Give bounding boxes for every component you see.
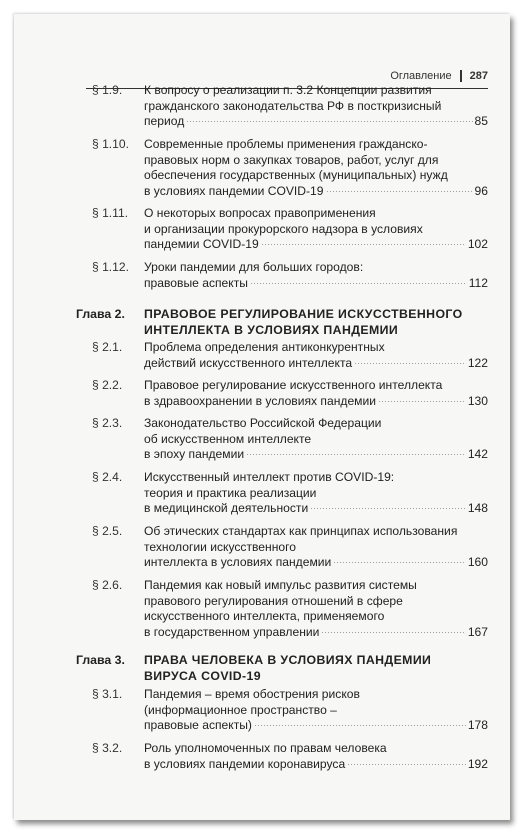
page-number: 85 [474,114,488,129]
line-text: Проблема определения антиконкурентных [144,340,385,354]
section-title-line [144,137,488,153]
line-text: Искусственный интеллект против COVID-19: [144,470,395,484]
section-title-line [144,718,488,734]
section-title-line [144,340,488,356]
section-title-line [144,555,488,571]
section-number: § 1.9. [92,83,123,97]
section-title-line [144,625,488,641]
section-number: § 3.2. [92,741,123,755]
section-number: § 3.1. [92,687,123,701]
section-title-line [144,578,488,594]
line-text: Пандемия как новый импульс развития системы [144,578,417,592]
line-text: (информационное пространство – [144,702,337,717]
line-text: искусственного интеллекта, применяемого [144,609,385,624]
book-page [14,14,510,820]
line-text: в здравоохранении в условиях пандемии [144,393,376,408]
dot-leader [246,454,466,455]
section-title-line [144,206,488,222]
line-text: в условиях пандемии COVID-19 [144,183,324,198]
page-number: 178 [467,718,488,733]
chapter-title-line: ВИРУСА COVID-19 [144,669,261,683]
line-text: технологии искусственного [144,539,296,554]
page-number: 102 [467,237,488,252]
page-number: 160 [467,555,488,570]
section-title-line [144,609,488,625]
section-title [144,524,488,571]
section-title-line [144,447,488,463]
section-title [144,340,488,371]
line-text: правовые аспекты [144,275,248,290]
section-title-line [144,470,488,486]
section-title [144,416,488,463]
dot-leader [261,244,466,245]
section-title-line [144,394,488,410]
section-title-line [144,276,488,292]
section-number: § 2.6. [92,578,123,592]
section-title-line [144,501,488,517]
section-title-line [144,237,488,253]
line-text: в условиях пандемии коронавируса [144,756,346,771]
line-text: период [144,114,185,129]
section-title-line [144,741,488,757]
section-title-line [144,168,488,184]
section-number: § 2.2. [92,378,123,392]
section-title-line [144,486,488,502]
section-number: § 1.10. [92,137,129,151]
dot-leader [186,121,472,122]
chapter-number: Глава 3. [76,653,125,667]
section-title [144,378,488,409]
section-title [144,741,488,772]
section-title-line [144,153,488,169]
line-text: об искусственном интеллекте [144,431,312,446]
section-title-line [144,524,488,540]
dot-leader [354,363,466,364]
line-text: Законодательство Российской Федерации [144,416,382,430]
line-text: Правовое регулирование искусственного интеллекта [144,378,443,392]
page-number: 96 [474,183,488,198]
page-number: 192 [467,756,488,771]
section-title-line [144,356,488,372]
chapter-title-line: ИНТЕЛЛЕКТА В УСЛОВИЯХ ПАНДЕМИИ [144,323,399,337]
page-number: 122 [467,355,488,370]
dot-leader [310,508,466,509]
section-title-line [144,184,488,200]
section-number: § 2.4. [92,470,123,484]
section-title-line [144,378,488,394]
line-text: Об этических стандартах как принципах использования [144,524,458,538]
line-text: гражданского законодательства РФ в посткризисный [144,98,442,113]
line-text: правового регулирования отношений в сфере [144,593,403,608]
header-divider [460,70,462,82]
section-title-line [144,222,488,238]
section-title-line [144,757,488,773]
section-title [144,470,488,517]
line-text: и организации прокурорского надзора в условиях [144,221,423,236]
section-number: § 1.12. [92,260,129,274]
line-text: в эпоху пандемии [144,447,245,462]
line-text: обеспечения государственных (муниципальных) нужд [144,168,448,183]
line-text: правовые аспекты) [144,718,252,733]
section-title-line [144,432,488,448]
section-title [144,206,488,253]
page-number: 112 [468,275,488,290]
dot-leader [333,562,466,563]
page-number: 130 [467,393,488,408]
section-title-line [144,416,488,432]
line-text: Уроки пандемии для больших городов: [144,260,364,274]
line-text: теория и практика реализации [144,485,317,500]
header-title: Оглавление [390,70,452,82]
chapter-title-line: ПРАВА ЧЕЛОВЕКА В УСЛОВИЯХ ПАНДЕМИИ [144,653,432,667]
dot-leader [378,401,466,402]
section-number: § 2.3. [92,416,123,430]
section-title-line [144,83,488,99]
section-title-line [144,540,488,556]
section-title [144,687,488,734]
line-text: Пандемия – время обострения рисков [144,687,360,701]
page-number: 148 [467,501,488,516]
line-text: О некоторых вопросах правоприменения [144,206,376,220]
line-text: Современные проблемы применения гражданско- [144,137,428,151]
dot-leader [250,283,467,284]
line-text: интеллекта в условиях пандемии [144,555,332,570]
line-text: пандемии COVID-19 [144,237,259,252]
chapter-title-line: ПРАВОВОЕ РЕГУЛИРОВАНИЕ ИСКУССТВЕННОГО [144,307,463,321]
line-text: правовых норм о закупках товаров, работ, услуг для [144,152,439,167]
line-text: К вопросу о реализации п. 3.2 Концепции развития [144,83,432,97]
section-title [144,260,488,291]
dot-leader [254,725,466,726]
chapter-title [144,306,488,338]
line-text: в государственном управлении [144,624,320,639]
section-number: § 2.5. [92,524,123,538]
line-text: Роль уполномоченных по правам человека [144,741,387,755]
chapter-number: Глава 2. [76,307,125,321]
section-title-line [144,687,488,703]
section-title-line [144,594,488,610]
section-title-line [144,99,488,115]
section-title-line [144,114,488,130]
dot-leader [347,764,466,765]
header-page-number: 287 [469,70,488,82]
section-number: § 2.1. [92,340,123,354]
dot-leader [321,632,465,633]
dot-leader [326,191,473,192]
section-title [144,83,488,130]
section-title [144,578,488,640]
section-title-line [144,260,488,276]
chapter-title [144,652,488,684]
section-title [144,137,488,199]
line-text: в медицинской деятельности [144,501,309,516]
page-number: 167 [467,624,488,639]
page-number: 142 [467,447,488,462]
section-title-line [144,703,488,719]
section-number: § 1.11. [92,206,129,220]
line-text: действий искусственного интеллекта [144,355,353,370]
